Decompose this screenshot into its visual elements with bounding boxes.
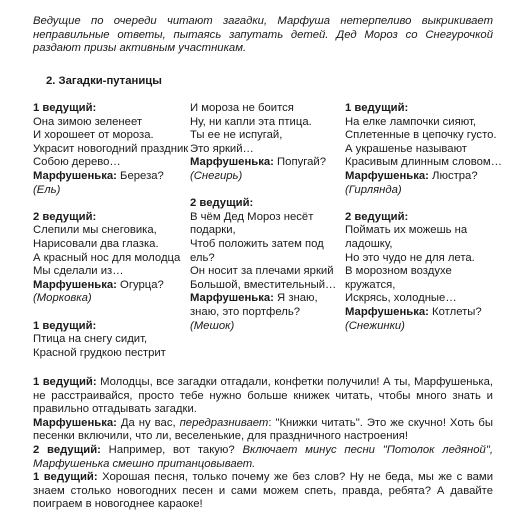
answer-speaker: Марфушенька: <box>190 292 274 305</box>
dialogue-text: : "Книжки читать". Это же скучно! Хоть бы песенки включили, что ли, веселенькие, для праздничного настроения! <box>33 416 493 443</box>
riddle-line: Мы сделали из… <box>33 265 124 278</box>
correct-answer: (Мешок) <box>190 319 235 332</box>
riddle-column-1 <box>33 102 189 374</box>
answer-text: Огурца? <box>116 278 164 291</box>
riddle-line: Птица на снегу сидит, <box>33 333 148 346</box>
answer-line <box>190 156 340 170</box>
riddle-line: кружатся, <box>345 278 396 291</box>
riddle-line: Он носит за плечами яркий <box>190 265 334 278</box>
riddle-line: Слепили мы снеговика, <box>33 224 157 237</box>
answer-text: Береза? <box>116 169 164 182</box>
stage-direction: Включает минус песни "Потолок ледяной", Марфушенька смешно пританцовывает. <box>33 443 493 470</box>
riddle-line: В чём Дед Мороз несёт <box>190 210 314 223</box>
riddle-line: Искрясь, холодные… <box>345 292 457 305</box>
answer-speaker: Марфушенька: <box>33 169 117 182</box>
riddle-line: Ну, ни капли эта птица. <box>190 115 312 128</box>
riddle-line: И мороза не боится <box>190 102 294 114</box>
dialogue-text: Молодцы, все загадки отгадали, конфетки получили! А ты, Марфушенька, не расстраивайся, просто тебе нужно больше книжек читать, чтобы много знать и правильно отгадывать загадки. <box>33 376 493 416</box>
correct-answer: (Морковка) <box>33 292 92 305</box>
answer-line <box>33 279 181 293</box>
riddle-line: Украсит новогодний праздник <box>33 142 189 155</box>
correct-answer: (Гирлянда) <box>345 183 402 196</box>
riddle-block <box>33 320 181 361</box>
answer-text: Попугай? <box>273 156 326 169</box>
riddle-line: ель? <box>190 251 215 264</box>
dialogue-paragraph <box>33 376 493 417</box>
riddle-block <box>190 197 340 333</box>
riddle-line: Она зимою зеленеет <box>33 115 143 128</box>
riddle-line: Красивым длинным словом… <box>345 156 502 169</box>
answer-line <box>33 170 181 184</box>
answer-text: Люстра? <box>428 169 478 182</box>
correct-answer: (Снежинки) <box>345 319 405 332</box>
riddle-line: И хорошеет от мороза. <box>33 129 154 142</box>
correct-answer: (Ель) <box>33 183 61 196</box>
speaker-label: 1 ведущий: <box>33 471 98 484</box>
riddle-block <box>345 211 505 333</box>
riddle-line: Собою дерево… <box>33 156 121 169</box>
speaker-label: 2 ведущий: <box>190 197 254 210</box>
riddle-column-3 <box>345 102 505 347</box>
speaker-label: 1 ведущий: <box>33 319 97 332</box>
riddle-block <box>33 102 189 197</box>
dialogue-paragraph <box>33 471 493 512</box>
riddle-line: Но это чудо не для лета. <box>345 251 475 264</box>
riddle-line: А красный нос для молодца <box>33 251 181 264</box>
riddle-block <box>33 211 181 306</box>
riddle-line: Большой, вместительный… <box>190 278 337 291</box>
answer-text: Я знаю, <box>273 292 318 305</box>
dialogue-text: Хорошая песня, только почему же без слов? Ну не беда, мы же с вами знаем столько новогодних песен и сами можем спеть, правда, ребята? А давайте поиграем в новогоднее караоке! <box>33 471 494 511</box>
riddle-line: Сплетенные в цепочку густо. <box>345 129 497 142</box>
answer-speaker: Марфушенька: <box>345 305 429 318</box>
answer-line: знаю, это портфель? <box>190 305 301 318</box>
answer-line <box>345 306 505 320</box>
section-heading: 2. Загадки-путаницы <box>46 75 162 87</box>
answer-line <box>190 292 340 306</box>
riddle-column-2 <box>190 102 340 347</box>
answer-speaker: Марфушенька: <box>190 156 274 169</box>
dialogue-paragraph <box>33 444 493 471</box>
correct-answer: (Снегирь) <box>190 169 243 182</box>
riddle-block <box>345 102 505 197</box>
riddle-line: На елке лампочки сияют, <box>345 115 477 128</box>
riddle-line: Красной грудкою пестрит <box>33 346 166 359</box>
riddle-line: Нарисовали два глазка. <box>33 237 159 250</box>
speaker-label: 1 ведущий: <box>33 102 97 114</box>
answer-speaker: Марфушенька: <box>33 278 117 291</box>
speaker-label: 2 ведущий: <box>345 210 409 223</box>
riddle-line: ладошку, <box>345 237 393 250</box>
riddle-line: Чтоб положить затем под <box>190 237 324 250</box>
dialogue-paragraph <box>33 417 493 444</box>
riddle-line: Ты ее не испугай, <box>190 129 283 142</box>
speaker-label: 2 ведущий: <box>33 443 101 456</box>
dialogue-text: Да ну вас, <box>116 416 180 429</box>
riddle-line: подарки, <box>190 224 236 237</box>
riddle-line: А украшенье называют <box>345 142 467 155</box>
stage-direction: передразнивает <box>179 416 269 429</box>
dialogue-text: Например, вот такую? <box>100 443 243 456</box>
speaker-label: 1 ведущий: <box>33 376 97 388</box>
speaker-label: 2 ведущий: <box>33 210 97 223</box>
answer-text: Котлеты? <box>428 305 482 318</box>
answer-speaker: Марфушенька: <box>345 169 429 182</box>
speaker-label: Марфушенька: <box>33 416 117 429</box>
speaker-label: 1 ведущий: <box>345 102 409 114</box>
riddle-line: Это яркий… <box>190 142 254 155</box>
riddle-line: Поймать их можешь на <box>345 224 468 237</box>
riddle-line: В морозном воздухе <box>345 265 452 278</box>
intro-paragraph: Ведущие по очереди читают загадки, Марфуша нетерпеливо выкрикивает неправильные ответы, пытаясь запутать детей. Дед Мороз со Снегурочкой раздают призы активным участникам. <box>33 15 493 55</box>
riddle-block <box>190 102 340 184</box>
answer-line <box>345 170 505 184</box>
dialogue-block <box>33 376 493 512</box>
